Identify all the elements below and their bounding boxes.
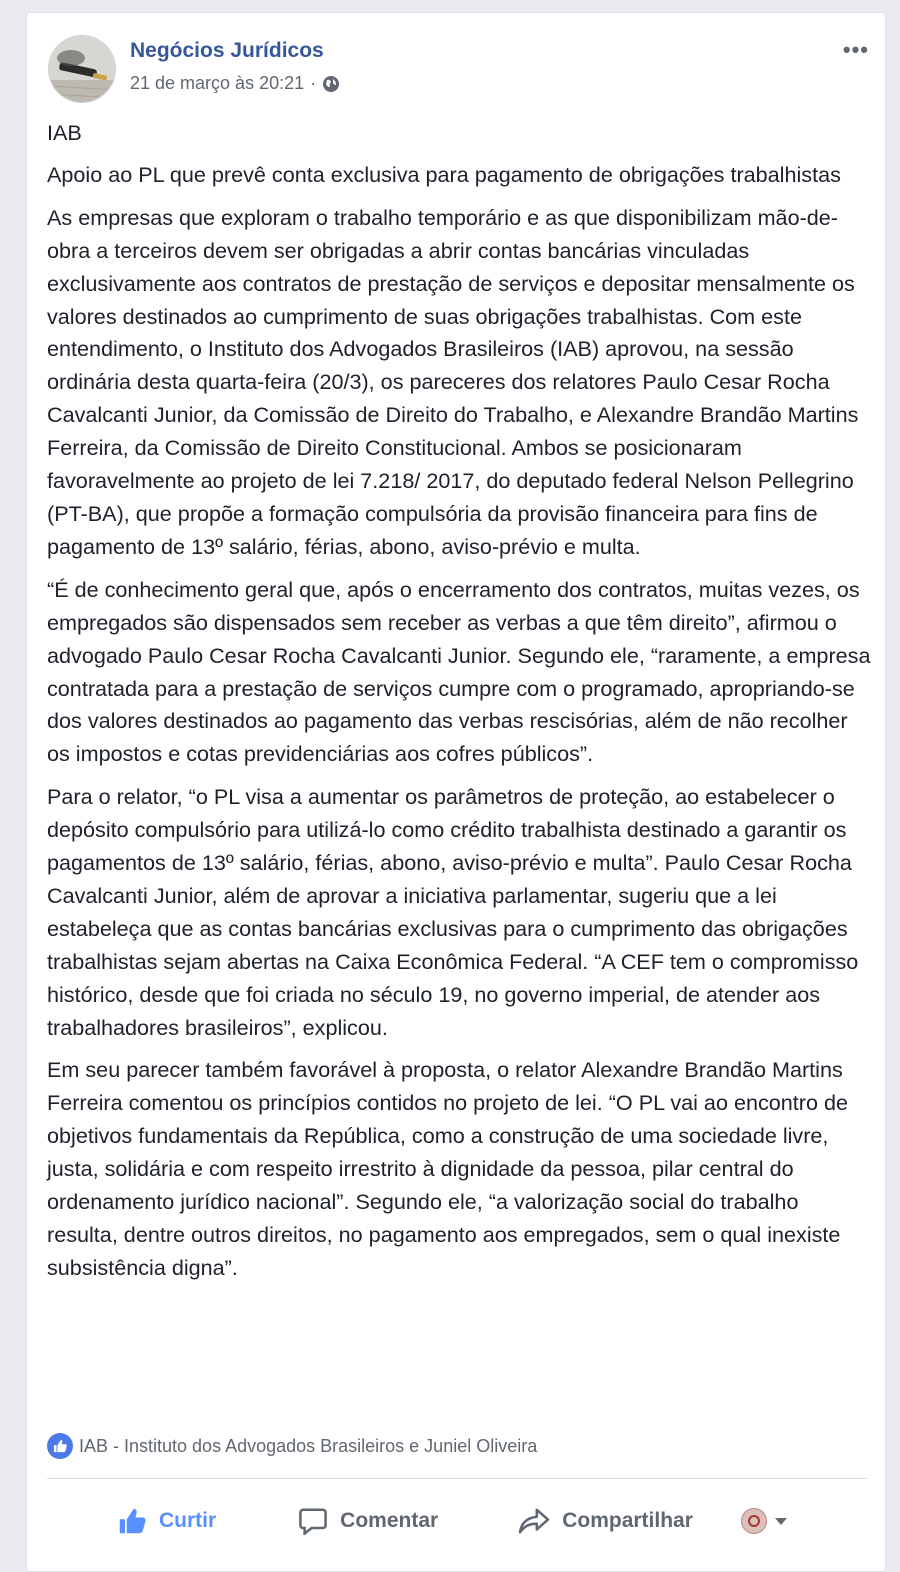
like-label: Curtir xyxy=(159,1509,217,1532)
post-paragraph: As empresas que exploram o trabalho temporário e as que disponibilizam mão-de-obra a terceiros devem ser obrigadas a abrir contas bancárias vinculadas exclusivamente aos contratos de prestação de serviços e depositar mensalmente os valores destinados ao cumprimento de suas obrigações trabalhistas. Com este entendimento, o Instituto dos Advogados Brasileiros (IAB) aprovou, na sessão ordinária desta quarta-feira (20/3), os pareceres dos relatores Paulo Cesar Rocha Cavalcanti Junior, da Comissão de Direito do Trabalho, e Alexandre Brandão Martins Ferreira, da Comissão de Direito Constitucional. Ambos se posicionaram favoravelmente ao projeto de lei 7.218/ 2017, do deputado federal Nelson Pellegrino (PT-BA), que propõe a formação compulsória da provisão financeira para fins de pagamento de 13º salário, férias, abono, aviso-prévio e multa. xyxy=(47,204,859,559)
dropdown-caret-icon xyxy=(775,1518,787,1525)
reactions-summary[interactable] xyxy=(47,1433,537,1459)
action-bar xyxy=(47,1491,867,1551)
share-button[interactable] xyxy=(518,1507,693,1535)
post-paragraph: “É de conhecimento geral que, após o encerramento dos contratos, muitas vezes, os empregados são dispensados sem receber as verbas a que têm direito”, afirmou o advogado Paulo Cesar Rocha Cavalcanti Junior. Segundo ele, “raramente, a empresa contratada para a prestação de serviços cumpre com o programado, apropriando-se dos valores destinados ao pagamento das verbas rescisórias, além de não recolher os impostos e cotas previdenciárias aos cofres públicos”. xyxy=(47,576,871,767)
share-label: Compartilhar xyxy=(562,1509,693,1532)
post-paragraph: Apoio ao PL que prevê conta exclusiva para pagamento de obrigações trabalhistas xyxy=(47,161,841,187)
page-avatar[interactable] xyxy=(48,35,116,103)
post-meta xyxy=(130,73,340,94)
comment-button[interactable] xyxy=(298,1507,438,1535)
post-body xyxy=(47,117,872,1295)
like-badge-icon xyxy=(47,1433,73,1459)
post-header xyxy=(27,13,885,113)
post-paragraph: Em seu parecer também favorável à proposta, o relator Alexandre Brandão Martins Ferreira comentou os princípios contidos no projeto de lei. “O PL vai ao encontro de objetivos fundamentais da República, como a construção de uma sociedade livre, justa, solidária e com respeito irrestrito à dignidade da pessoa, pilar central do ordenamento jurídico nacional”. Segundo ele, “a valorização social do trabalho resulta, dentre outros direitos, no pagamento aos empregados, sem o qual inexiste subsistência digna”. xyxy=(47,1057,849,1280)
post-timestamp[interactable]: 21 de março às 20:21 xyxy=(130,73,305,93)
page-avatar-image xyxy=(49,36,116,103)
post-card xyxy=(26,12,886,1572)
page-name-link[interactable]: Negócios Jurídicos xyxy=(130,39,324,62)
comment-label: Comentar xyxy=(340,1509,439,1532)
actions-divider xyxy=(47,1478,867,1479)
share-icon xyxy=(518,1507,550,1535)
post-paragraph: Para o relator, “o PL visa a aumentar os parâmetros de proteção, ao estabelecer o depósito compulsório para utilizá-lo como crédito trabalhista destinado a garantir os pagamentos de 13º salário, férias, abono, aviso-prévio e multa”. Paulo Cesar Rocha Cavalcanti Junior, além de aprovar a iniciativa parlamentar, sugeriu que a lei estabeleça que as contas bancárias exclusivas para o cumprimento das obrigações trabalhistas sejam abertas na Caixa Econômica Federal. “A CEF tem o compromisso histórico, desde que foi criada no século 19, no governo imperial, de atender aos trabalhadores brasileiros”, explicou. xyxy=(47,784,859,1040)
globe-icon[interactable] xyxy=(322,75,340,93)
reaction-picker-button[interactable] xyxy=(741,1508,787,1534)
more-options-icon[interactable]: ••• xyxy=(842,37,869,62)
comment-icon xyxy=(298,1507,328,1535)
post-paragraph: IAB xyxy=(47,120,82,145)
thumbs-up-icon xyxy=(117,1507,147,1535)
like-button[interactable] xyxy=(117,1507,216,1535)
reactions-names[interactable]: IAB - Instituto dos Advogados Brasileiros e Juniel Oliveira xyxy=(79,1435,538,1456)
profile-avatar-icon xyxy=(741,1508,767,1534)
meta-separator: · xyxy=(310,73,317,93)
